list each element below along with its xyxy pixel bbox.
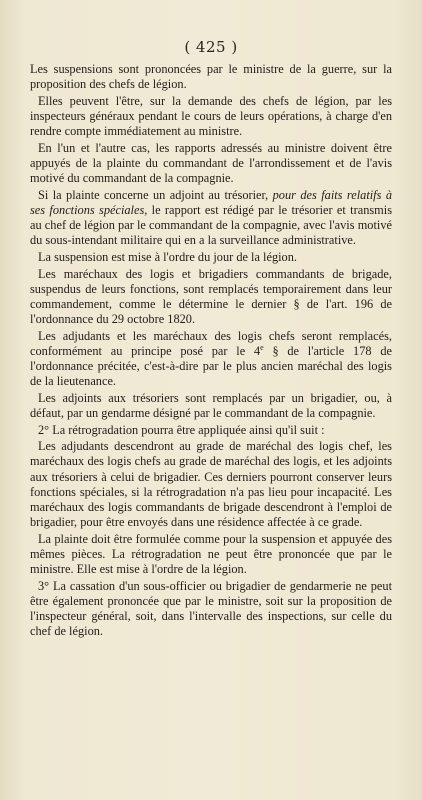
paragraph-adjoints: Les adjoints aux trésoriers sont remplacés par un brigadier, ou, à défaut, par un gendarme désigné par le commandant de la compagnie. xyxy=(30,390,392,420)
paragraph-suspensions: Les suspensions sont prononcées par le ministre de la guerre, sur la proposition des chefs de légion. xyxy=(30,62,392,92)
paragraph-inspecteurs: Elles peuvent l'être, sur la demande des chefs de légion, par les inspecteurs généraux pendant le cours de leurs opérations, à charge d'en rendre compte immédiatement au ministre. xyxy=(30,93,392,139)
paragraph-marechaux: Les maréchaux des logis et brigadiers commandants de brigade, suspendus de leurs fonctions, sont remplacés temporairement dans leur commandement, comme le détermine le dernier § de l'art. 196 de l'ordonnance du 29 octobre 1820. xyxy=(30,266,392,326)
paragraph-retrogradation-details: Les adjudants descendront au grade de maréchal des logis chef, les maréchaux des logis chefs au grade de maréchal des logis, et les adjoints aux trésoriers à celui de brigadier. Ces derniers pourront conserver leurs fonctions spéciales, si la rétrogradation n'a pas lieu pour incapacité. Les maréchaux des logis commandants de brigade descendront à l'emploi de brigadier, pour être envoyés dans une résidence affectée à ce grade. xyxy=(30,439,392,530)
paragraph-adjudants-superscript: e xyxy=(260,342,264,352)
paragraph-retrogradation-heading: 2° La rétrogradation pourra être appliquée ainsi qu'il suit : xyxy=(38,422,325,437)
paragraph-adjoint-tresorier xyxy=(30,188,392,249)
paragraph-adjudants xyxy=(30,329,392,390)
paragraph-rapports: En l'un et l'autre cas, les rapports adressés au ministre doivent être appuyés de la plainte du commandant de l'arrondissement et de l'avis motivé du commandant de la compagnie. xyxy=(30,140,392,186)
paragraph-plainte: La plainte doit être formulée comme pour la suspension et appuyée des mêmes pièces. La rétrogradation ne peut être prononcée que par le ministre. Elle est mise à l'ordre de la légion. xyxy=(30,531,392,576)
paragraph-cassation: 3° La cassation d'un sous-officier ou brigadier de gendarmerie ne peut être également prononcée que par le ministre, soit sur la proposition de l'inspecteur général, soit, dans l'intervalle des inspections, sur celle du chef de légion. xyxy=(30,578,392,639)
page-body-text xyxy=(30,62,392,641)
paragraph-adjoint-italic: pour des faits relatifs à ses fonctions spéciales xyxy=(30,187,392,217)
page-number: ( 425 ) xyxy=(184,38,238,56)
paragraph-adjoint-end: , le rapport est rédigé par le trésorier et transmis au chef de légion par le commandant de la compagnie, avec l'avis motivé du sous-intendant militaire qui en a la surveillance administrative. xyxy=(30,202,392,248)
paragraph-ordre-du-jour: La suspension est mise à l'ordre du jour de la légion. xyxy=(38,249,297,264)
paragraph-adjudants-start: Les adjudants et les maréchaux des logis chefs seront remplacés, conformément au principe posé par le 4 xyxy=(30,328,392,358)
paragraph-adjudants-end: § de l'article 178 de l'ordonnance précitée, c'est-à-dire par le plus ancien maréchal des logis de la lieutenance. xyxy=(30,343,392,389)
paragraph-adjoint-start: Si la plainte concerne un adjoint au trésorier, xyxy=(38,187,273,202)
